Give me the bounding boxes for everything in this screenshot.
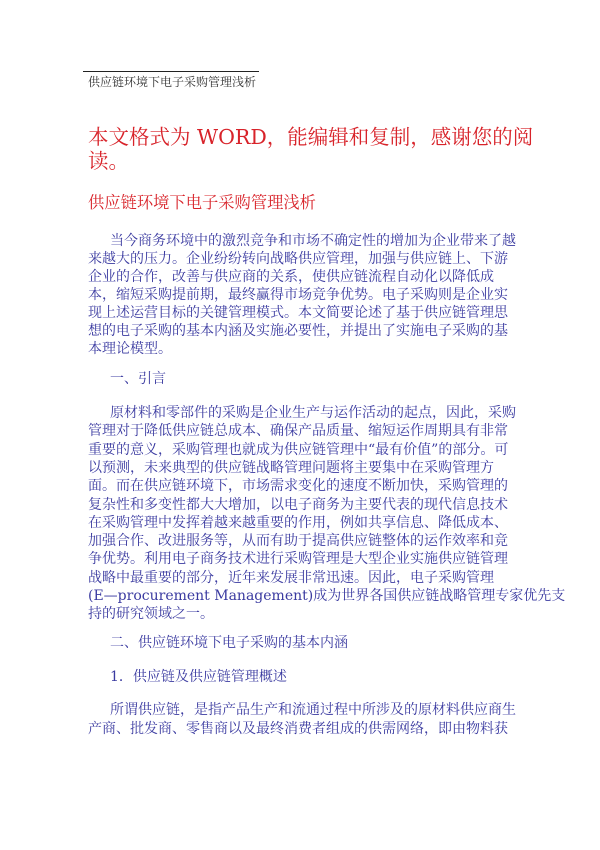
text-line: 想的电子采购的基本内涵及实施必要性，并提出了实施电子采购的基 xyxy=(88,323,508,339)
text-line: 来越大的压力。企业纷纷转向战略供应管理，加强与供应链上、下游 xyxy=(88,251,508,267)
text-line: 所谓供应链，是指产品生产和流通过程中所涉及的原材料供应商生 xyxy=(110,702,516,718)
text-line: 争优势。利用电子商务技术进行采购管理是大型企业实施供应链管理 xyxy=(88,551,508,568)
format-notice-line: 读。 xyxy=(88,149,129,173)
text-line: 战略中最重要的部分，近年来发展非常迅速。因此，电子采购管理 xyxy=(88,569,494,586)
text-line: 以预测，未来典型的供应链战略管理问题将主要集中在采购管理方 xyxy=(88,459,494,476)
text-line: 面。而在供应链环境下，市场需求变化的速度不断加快，采购管理的 xyxy=(88,478,508,495)
document-title: 供应链环境下电子采购管理浅析 xyxy=(88,193,316,212)
text-line: 当今商务环境中的激烈竞争和市场不确定性的增加为企业带来了越 xyxy=(110,233,516,249)
text-line: 管理对于降低供应链总成本、确保产品质量、缩短运作周期具有非常 xyxy=(88,423,508,440)
text-line: 原材料和零部件的采购是企业生产与运作活动的起点，因此，采购 xyxy=(110,405,516,421)
text-line: 复杂性和多变性都大大增加，以电子商务为主要代表的现代信息技术 xyxy=(88,496,508,513)
format-notice-line: 本文格式为 WORD，能编辑和复制，感谢您的阅 xyxy=(88,125,534,149)
section-heading: 二、供应链环境下电子采购的基本内涵 xyxy=(110,635,348,651)
header-rule xyxy=(83,71,259,72)
text-line: 持的研究领域之一。 xyxy=(88,606,214,623)
text-line: 本，缩短采购提前期，最终赢得市场竞争优势。电子采购则是企业实 xyxy=(88,287,508,303)
text-line: 本理论模型。 xyxy=(88,341,172,357)
text-line: 现上述运营目标的关键管理模式。本文简要论述了基于供应链管理思 xyxy=(88,305,508,321)
text-line: 加强合作、改进服务等，从而有助于提高供应链整体的运作效率和竞 xyxy=(88,533,508,550)
text-line: (E—procurement Management)成为世界各国供应链战略管理专家优先支 xyxy=(88,588,566,604)
text-line: 企业的合作，改善与供应商的关系，使供应链流程自动化以降低成 xyxy=(88,269,494,285)
text-line: 重要的意义，采购管理也就成为供应链管理中“最有价值”的部分。可 xyxy=(88,441,509,458)
subsection-heading: 1．供应链及供应链管理概述 xyxy=(110,669,287,685)
text-line: 产商、批发商、零售商以及最终消费者组成的供需网络，即由物料获 xyxy=(88,720,508,737)
section-heading: 一、引言 xyxy=(110,371,166,387)
running-header: 供应链环境下电子采购管理浅析 xyxy=(88,75,257,89)
text-line: 在采购管理中发挥着越来越重要的作用，例如共享信息、降低成本、 xyxy=(88,514,508,531)
